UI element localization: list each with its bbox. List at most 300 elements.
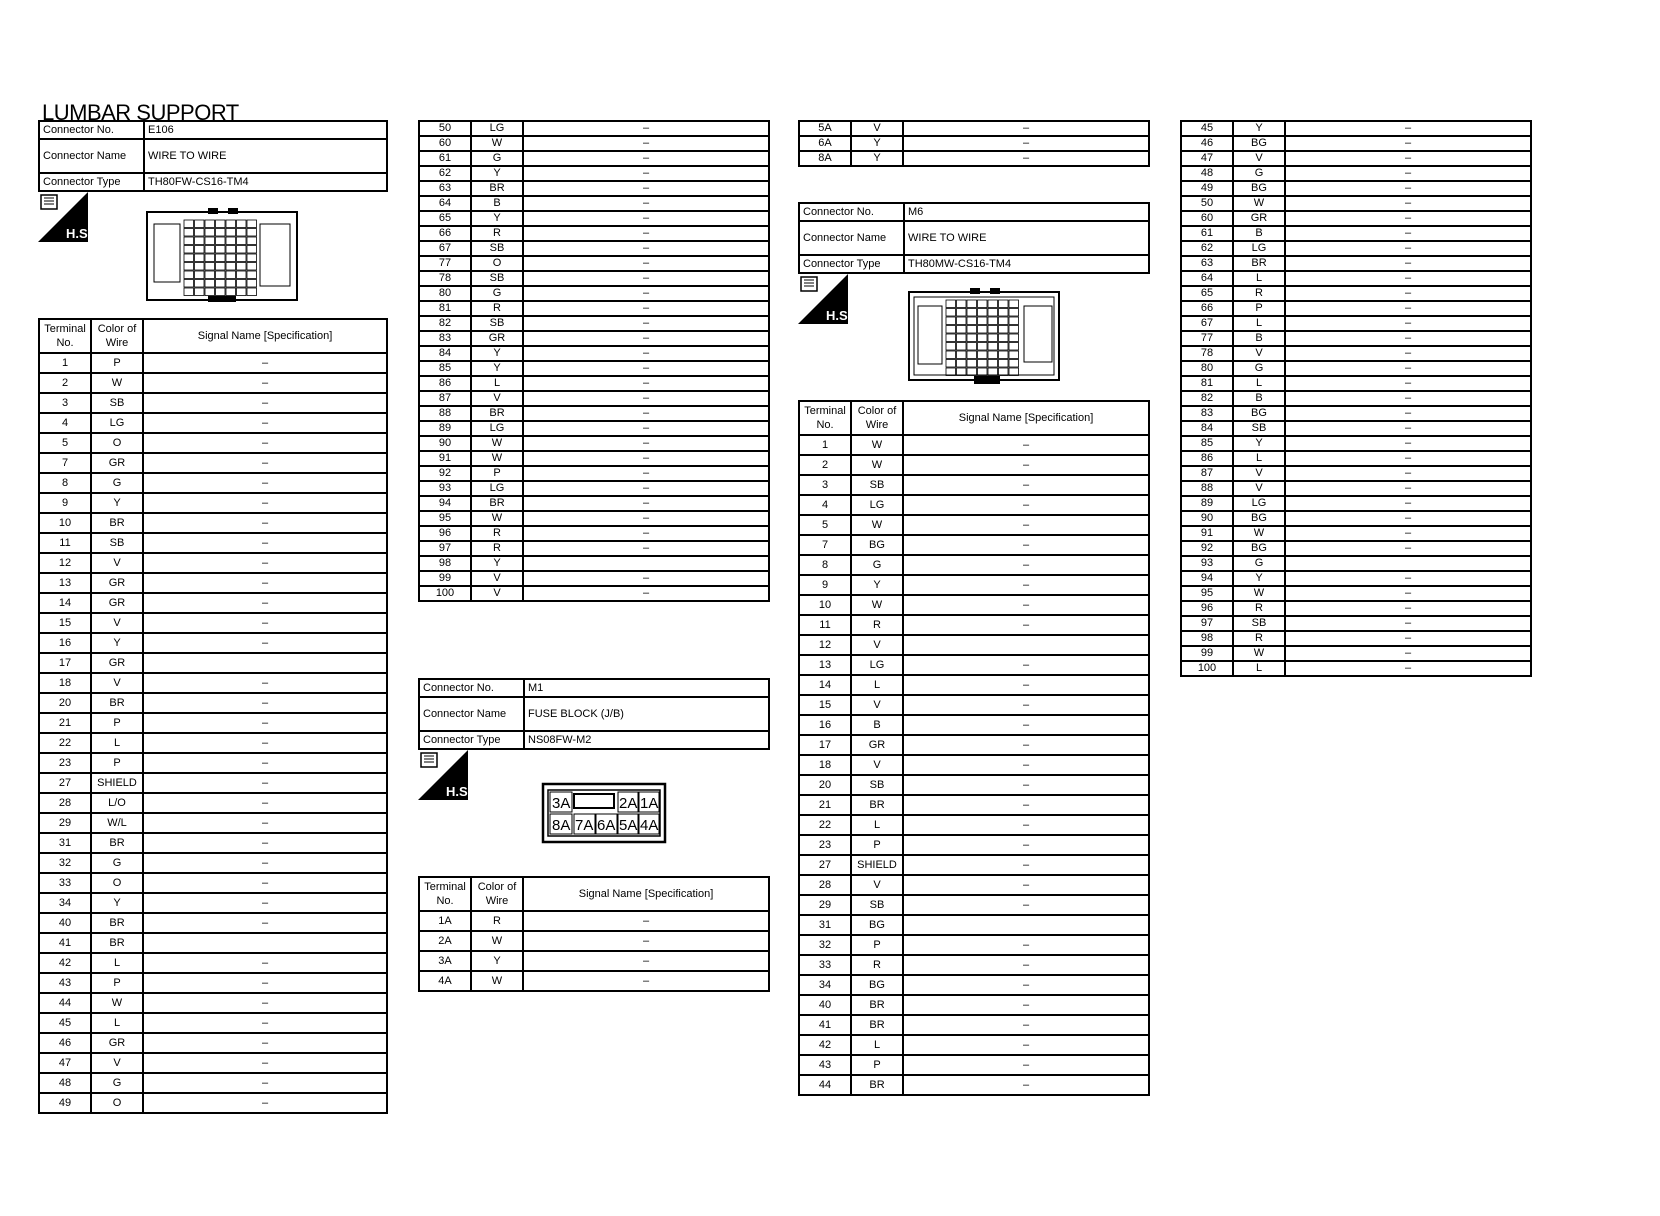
table-row: [1181, 421, 1531, 436]
table-row: [1181, 616, 1531, 631]
signal-name-cell: –: [523, 496, 769, 511]
wire-color-cell: W: [1233, 646, 1285, 661]
table-row: [1181, 391, 1531, 406]
signal-name-cell: [143, 933, 387, 953]
terminal-no-cell: 97: [1181, 616, 1233, 631]
table-row: [419, 421, 769, 436]
terminal-no-cell: 16: [799, 715, 851, 735]
terminal-no-cell: 50: [419, 121, 471, 136]
wire-color-cell: L: [851, 1035, 903, 1055]
signal-name-cell: –: [143, 833, 387, 853]
table-row: [39, 953, 387, 973]
wire-color-cell: W: [471, 971, 523, 991]
terminal-no-cell: 50: [1181, 196, 1233, 211]
terminal-no-cell: 11: [39, 533, 91, 553]
terminal-no-cell: 48: [39, 1073, 91, 1093]
connector-cavity: [967, 300, 977, 308]
table-row: [1181, 241, 1531, 256]
hs-label: H.S.: [826, 308, 852, 323]
terminal-no-cell: 17: [39, 653, 91, 673]
wire-color-cell: BR: [851, 1075, 903, 1095]
signal-name-cell: –: [903, 655, 1149, 675]
table-row: [799, 555, 1149, 575]
table-row: [39, 793, 387, 813]
wire-color-cell: BG: [851, 915, 903, 935]
connector-type-label: Connector Type: [419, 731, 524, 749]
table-row: [419, 526, 769, 541]
terminal-no-cell: 12: [39, 553, 91, 573]
wire-color-cell: B: [471, 196, 523, 211]
wire-color-cell: LG: [471, 121, 523, 136]
terminal-no-cell: 86: [1181, 451, 1233, 466]
connector-cavity: [988, 309, 998, 317]
wire-color-cell: P: [91, 973, 143, 993]
wire-color-cell: B: [851, 715, 903, 735]
wire-color-cell: L: [851, 815, 903, 835]
signal-name-cell: –: [523, 421, 769, 436]
terminal-no-cell: 4A: [419, 971, 471, 991]
connector-cavity: [237, 220, 247, 228]
connector-cavity: [967, 309, 977, 317]
connector-cavity: [195, 229, 205, 237]
terminal-no-cell: 64: [1181, 271, 1233, 286]
signal-name-cell: –: [143, 953, 387, 973]
table-row: [1181, 556, 1531, 571]
terminal-no-cell: 65: [1181, 286, 1233, 301]
terminal-no-cell: 18: [39, 673, 91, 693]
signal-name-cell: –: [523, 331, 769, 346]
wire-color-cell: P: [91, 353, 143, 373]
terminal-no-cell: 18: [799, 755, 851, 775]
connector-cavity: [988, 300, 998, 308]
connector-name-label: Connector Name: [799, 221, 904, 255]
hs-label: H.S.: [446, 784, 472, 799]
connector-cavity: [1009, 334, 1019, 342]
terminal-no-cell: 11: [799, 615, 851, 635]
terminal-no-cell: 47: [39, 1053, 91, 1073]
table-row: [799, 995, 1149, 1015]
connector-cavity: [195, 280, 205, 288]
signal-name-cell: –: [1285, 661, 1531, 676]
signal-name-cell: –: [903, 535, 1149, 555]
terminal-no-cell: 49: [1181, 181, 1233, 196]
connector-cavity: [205, 254, 215, 262]
signal-name-cell: –: [1285, 616, 1531, 631]
wire-color-cell: LG: [1233, 241, 1285, 256]
wire-color-cell: SB: [91, 393, 143, 413]
signal-name-cell: –: [903, 1055, 1149, 1075]
terminal-no-cell: 27: [799, 855, 851, 875]
table-row: [39, 773, 387, 793]
terminal-no-cell: 48: [1181, 166, 1233, 181]
connector-cavity: [1009, 326, 1019, 334]
terminal-no-cell: 96: [419, 526, 471, 541]
connector-cavity: [195, 220, 205, 228]
wire-color-cell: L: [1233, 316, 1285, 331]
connector-cavity: [946, 360, 956, 368]
connector-no-value: E106: [144, 121, 387, 139]
table-row: [1181, 481, 1531, 496]
terminal-no-cell: 32: [39, 853, 91, 873]
signal-name-cell: [143, 653, 387, 673]
wire-color-cell: BG: [1233, 181, 1285, 196]
m1-cavity-5a: 5A: [619, 817, 638, 834]
connector-cavity: [957, 326, 967, 334]
terminal-no-cell: 83: [419, 331, 471, 346]
wire-color-cell: V: [851, 875, 903, 895]
connector-cavity: [957, 309, 967, 317]
terminal-no-cell: 15: [39, 613, 91, 633]
connector-cavity: [999, 343, 1009, 351]
terminal-no-cell: 28: [799, 875, 851, 895]
wire-color-cell: Y: [851, 136, 903, 151]
m1-cavity-7a: 7A: [575, 817, 594, 834]
connector-cavity: [946, 343, 956, 351]
connector-cavity: [237, 254, 247, 262]
wire-color-cell: L: [851, 675, 903, 695]
signal-name-cell: –: [903, 775, 1149, 795]
signal-name-cell: –: [903, 995, 1149, 1015]
signal-name-cell: –: [903, 555, 1149, 575]
terminal-no-cell: 8: [799, 555, 851, 575]
wire-color-cell: BR: [471, 496, 523, 511]
table-row: [799, 535, 1149, 555]
wire-color-cell: LG: [91, 413, 143, 433]
wire-color-cell: GR: [851, 735, 903, 755]
terminal-no-cell: 78: [1181, 346, 1233, 361]
connector-cavity: [205, 271, 215, 279]
signal-name-cell: –: [523, 121, 769, 136]
wire-color-cell: G: [471, 151, 523, 166]
signal-name-cell: –: [903, 715, 1149, 735]
terminal-no-cell: 95: [1181, 586, 1233, 601]
terminal-no-cell: 100: [1181, 661, 1233, 676]
table-row: [799, 675, 1149, 695]
signal-name-cell: –: [523, 541, 769, 556]
wire-color-cell: GR: [91, 1033, 143, 1053]
table-row: [419, 196, 769, 211]
connector-cavity: [184, 254, 194, 262]
wire-color-cell: SB: [851, 475, 903, 495]
wire-color-cell: P: [91, 753, 143, 773]
connector-cavity: [205, 288, 215, 296]
connector-cavity: [967, 368, 977, 376]
terminal-no-cell: 87: [1181, 466, 1233, 481]
signal-name-cell: –: [1285, 196, 1531, 211]
connector-cavity: [247, 288, 257, 296]
terminal-no-cell: 67: [419, 241, 471, 256]
table-row: [419, 391, 769, 406]
harness-side-icon: [418, 750, 472, 800]
connector-cavity: [957, 300, 967, 308]
signal-name-cell: –: [1285, 316, 1531, 331]
table-row: [1181, 361, 1531, 376]
table-row: [1181, 661, 1531, 676]
signal-name-cell: –: [903, 875, 1149, 895]
hs-label: H.S.: [66, 226, 92, 241]
terminal-no-cell: 16: [39, 633, 91, 653]
wire-color-cell: P: [851, 935, 903, 955]
m1-cavity-6a: 6A: [597, 817, 616, 834]
table-row: [419, 436, 769, 451]
terminal-no-cell: 1: [39, 353, 91, 373]
wire-color-cell: SHIELD: [91, 773, 143, 793]
m1-cavity-8a: 8A: [552, 817, 571, 834]
table-row: [1181, 271, 1531, 286]
terminal-no-cell: 14: [799, 675, 851, 695]
table-row: [419, 361, 769, 376]
terminal-no-cell: 2A: [419, 931, 471, 951]
terminal-no-cell: 63: [419, 181, 471, 196]
table-row: [799, 151, 1149, 166]
signal-name-cell: –: [903, 136, 1149, 151]
color-of-wire-header: Color of Wire: [91, 319, 143, 353]
wire-color-cell: LG: [471, 481, 523, 496]
wire-color-cell: W: [1233, 586, 1285, 601]
connector-cavity: [999, 317, 1009, 325]
connector-cavity: [195, 237, 205, 245]
signal-name-cell: –: [1285, 346, 1531, 361]
table-row: [1181, 151, 1531, 166]
terminal-no-cell: 40: [39, 913, 91, 933]
wire-color-cell: R: [1233, 601, 1285, 616]
connector-cavity: [988, 343, 998, 351]
table-row: [39, 413, 387, 433]
table-row: [39, 753, 387, 773]
terminal-no-cell: 93: [1181, 556, 1233, 571]
signal-name-cell: –: [143, 813, 387, 833]
table-row: [1181, 346, 1531, 361]
signal-name-cell: –: [143, 413, 387, 433]
connector-cavity: [247, 237, 257, 245]
table-row: [799, 875, 1149, 895]
table-row: [39, 613, 387, 633]
wire-color-cell: SB: [91, 533, 143, 553]
signal-name-cell: –: [523, 436, 769, 451]
connector-cavity: [205, 229, 215, 237]
signal-name-cell: –: [1285, 451, 1531, 466]
connector-cavity: [999, 368, 1009, 376]
terminal-no-cell: 44: [799, 1075, 851, 1095]
wire-color-cell: Y: [471, 346, 523, 361]
table-row: [39, 693, 387, 713]
table-row: [39, 933, 387, 953]
connector-cavity: [957, 351, 967, 359]
signal-name-cell: –: [1285, 466, 1531, 481]
wire-color-cell: LG: [851, 655, 903, 675]
wire-color-cell: L: [91, 733, 143, 753]
wire-color-cell: SB: [471, 316, 523, 331]
terminal-no-cell: 66: [1181, 301, 1233, 316]
wire-color-cell: V: [851, 121, 903, 136]
table-row: [419, 586, 769, 601]
signal-name-cell: –: [1285, 421, 1531, 436]
terminal-no-cell: 46: [39, 1033, 91, 1053]
wire-color-cell: L: [1233, 271, 1285, 286]
connector-cavity: [978, 368, 988, 376]
table-row: [39, 593, 387, 613]
wire-color-cell: V: [471, 586, 523, 601]
connector-cavity: [978, 317, 988, 325]
table-row: [39, 513, 387, 533]
connector-cavity: [205, 280, 215, 288]
signal-name-cell: –: [903, 495, 1149, 515]
terminal-no-cell: 82: [419, 316, 471, 331]
table-row: [39, 873, 387, 893]
wire-color-cell: W: [471, 436, 523, 451]
signal-name-cell: –: [903, 151, 1149, 166]
terminal-no-cell: 31: [799, 915, 851, 935]
connector-cavity: [1009, 300, 1019, 308]
wire-color-cell: BR: [91, 693, 143, 713]
table-row: [1181, 436, 1531, 451]
wire-color-cell: L/O: [91, 793, 143, 813]
signal-name-cell: –: [143, 873, 387, 893]
terminal-no-cell: 63: [1181, 256, 1233, 271]
table-row: [799, 1015, 1149, 1035]
connector-cavity: [967, 360, 977, 368]
wire-color-cell: SB: [1233, 421, 1285, 436]
signal-name-cell: –: [1285, 331, 1531, 346]
signal-name-cell: –: [1285, 601, 1531, 616]
signal-name-cell: –: [143, 553, 387, 573]
connector-no-value: M6: [904, 203, 1149, 221]
connector-type-label: Connector Type: [799, 255, 904, 273]
connector-cavity: [1009, 317, 1019, 325]
connector-cavity: [226, 237, 236, 245]
connector-cavity: [957, 343, 967, 351]
terminal-no-cell: 91: [419, 451, 471, 466]
terminal-no-cell: 96: [1181, 601, 1233, 616]
wire-color-cell: W: [851, 455, 903, 475]
terminal-no-cell: 78: [419, 271, 471, 286]
terminal-no-cell: 31: [39, 833, 91, 853]
wire-color-cell: SB: [471, 241, 523, 256]
wire-color-cell: W: [91, 993, 143, 1013]
m1-terminal-table-b: [798, 120, 1150, 167]
connector-cavity: [967, 317, 977, 325]
connector-cavity: [247, 263, 257, 271]
signal-name-cell: –: [903, 755, 1149, 775]
signal-name-cell: –: [143, 1093, 387, 1113]
connector-cavity: [946, 309, 956, 317]
signal-name-cell: –: [1285, 271, 1531, 286]
signal-name-cell: –: [143, 353, 387, 373]
terminal-no-cell: 14: [39, 593, 91, 613]
connector-no-label: Connector No.: [39, 121, 144, 139]
connector-no-label: Connector No.: [799, 203, 904, 221]
wire-color-cell: B: [1233, 331, 1285, 346]
connector-type-value: TH80MW-CS16-TM4: [904, 255, 1149, 273]
wire-color-cell: L: [1233, 451, 1285, 466]
signal-name-cell: –: [903, 121, 1149, 136]
wire-color-cell: BR: [91, 833, 143, 853]
terminal-no-header: Terminal No.: [799, 401, 851, 435]
table-row: [419, 541, 769, 556]
signal-name-cell: –: [523, 241, 769, 256]
connector-cavity: [967, 351, 977, 359]
signal-name-cell: –: [143, 493, 387, 513]
signal-name-cell: –: [903, 595, 1149, 615]
wire-color-cell: L: [1233, 661, 1285, 676]
m6-terminal-table-a: [798, 400, 1150, 1096]
signal-name-cell: –: [143, 973, 387, 993]
signal-name-cell: –: [903, 515, 1149, 535]
wire-color-cell: Y: [471, 556, 523, 571]
signal-name-cell: [903, 635, 1149, 655]
table-row: [419, 241, 769, 256]
signal-name-cell: –: [143, 713, 387, 733]
signal-name-cell: –: [903, 1015, 1149, 1035]
connector-cavity: [216, 263, 226, 271]
connector-cavity: [978, 351, 988, 359]
connector-cavity: [216, 280, 226, 288]
connector-cavity: [946, 300, 956, 308]
signal-name-cell: –: [903, 675, 1149, 695]
terminal-no-cell: 5: [799, 515, 851, 535]
table-row: [1181, 136, 1531, 151]
terminal-no-cell: 23: [39, 753, 91, 773]
terminal-no-cell: 29: [39, 813, 91, 833]
signal-name-cell: –: [903, 815, 1149, 835]
table-row: [39, 473, 387, 493]
signal-name-cell: –: [143, 1053, 387, 1073]
connector-cavity: [226, 229, 236, 237]
wire-color-cell: Y: [1233, 436, 1285, 451]
signal-name-cell: –: [523, 931, 769, 951]
table-row: [39, 893, 387, 913]
connector-cavity: [999, 326, 1009, 334]
wire-color-cell: O: [91, 433, 143, 453]
connector-cavity: [226, 271, 236, 279]
terminal-no-cell: 33: [799, 955, 851, 975]
wire-color-cell: LG: [471, 421, 523, 436]
terminal-no-cell: 80: [419, 286, 471, 301]
signal-name-cell: –: [143, 793, 387, 813]
wire-color-cell: Y: [91, 893, 143, 913]
connector-cavity: [247, 254, 257, 262]
wire-color-cell: R: [471, 226, 523, 241]
connector-cavity: [978, 343, 988, 351]
table-row: [39, 553, 387, 573]
terminal-no-cell: 8: [39, 473, 91, 493]
signal-name-cell: –: [1285, 181, 1531, 196]
signal-name-cell: –: [143, 473, 387, 493]
wire-color-cell: G: [851, 555, 903, 575]
table-row: [799, 815, 1149, 835]
connector-cavity: [237, 229, 247, 237]
table-row: [419, 181, 769, 196]
terminal-no-cell: 47: [1181, 151, 1233, 166]
connector-cavity: [999, 309, 1009, 317]
wire-color-cell: V: [471, 391, 523, 406]
wire-color-cell: G: [91, 473, 143, 493]
connector-type-value: TH80FW-CS16-TM4: [144, 173, 387, 191]
m1-terminal-table-a: [418, 876, 770, 992]
connector-cavity: [226, 288, 236, 296]
terminal-no-cell: 44: [39, 993, 91, 1013]
wire-color-cell: G: [91, 853, 143, 873]
wire-color-cell: BR: [91, 513, 143, 533]
terminal-no-cell: 29: [799, 895, 851, 915]
signal-name-cell: –: [143, 453, 387, 473]
table-row: [39, 1053, 387, 1073]
connector-cavity: [999, 300, 1009, 308]
table-row: [1181, 211, 1531, 226]
signal-name-cell: –: [523, 301, 769, 316]
terminal-no-cell: 45: [1181, 121, 1233, 136]
signal-name-cell: –: [143, 1073, 387, 1093]
